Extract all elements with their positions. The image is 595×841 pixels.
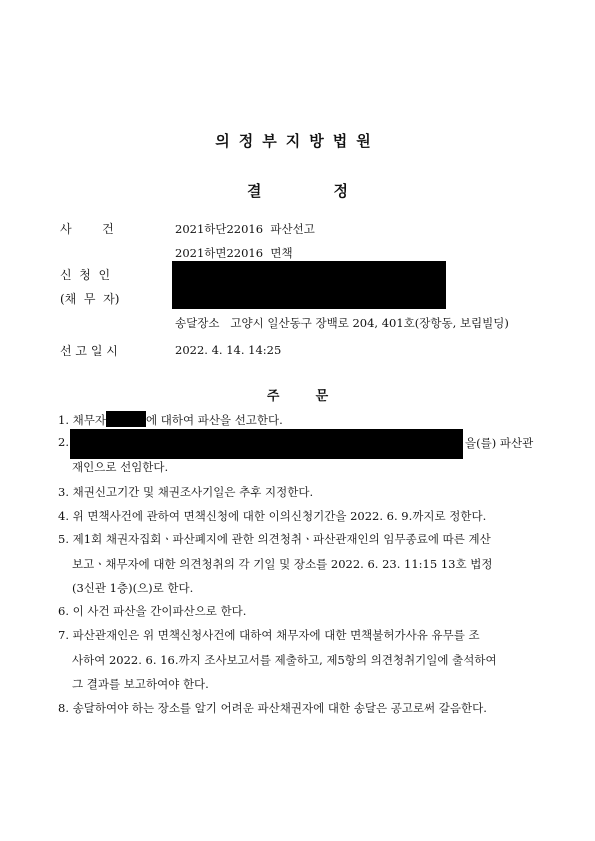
case-label: 사 건: [60, 222, 114, 236]
document-title: [0, 180, 595, 201]
order-item-7: [58, 627, 480, 643]
case-number-discharge: 2021하면22016 면책: [175, 246, 293, 260]
order-item-6: [58, 603, 246, 619]
item-number: 7.: [58, 628, 69, 642]
item-text: 송달하여야 하는 장소를 알기 어려운 파산채권자에 대한 송달은 공고로써 갈음한다.: [72, 701, 487, 715]
item-text: 이 사건 파산을 간이파산으로 한다.: [72, 604, 247, 618]
item-number: 1.: [58, 413, 69, 427]
item-number: 8.: [58, 701, 69, 715]
order-item-5-line-3: (3신관 1층)(으)로 한다.: [72, 581, 194, 595]
order-item-2-continuation: 재인으로 선임한다.: [72, 460, 169, 474]
order-item-2-text: 을(를) 파산관: [465, 436, 534, 450]
item-text: 제1회 채권자집회ㆍ파산폐지에 관한 의견청취ㆍ파산관재인의 임무종료에 따른 계산: [72, 532, 491, 546]
item-text: 채권신고기간 및 채권조사기일은 추후 지정한다.: [72, 485, 314, 499]
order-item-5-line-2: 보고ㆍ채무자에 대한 의견청취의 각 기일 및 장소를 2022. 6. 23. 11:15 13호 법정: [72, 557, 493, 571]
order-item-8: [58, 700, 487, 716]
order-item-5: [58, 531, 491, 547]
court-name: 의정부지방법원: [215, 132, 380, 150]
order-item-4: [58, 508, 486, 524]
item-text: 에 대하여 파산을 선고한다.: [145, 413, 283, 427]
case-number-bankruptcy: 2021하단22016 파산선고: [175, 222, 315, 236]
applicant-label: 신 청 인: [60, 268, 111, 282]
order-item-2-number: 2.: [58, 435, 69, 449]
decision-date-label: 선 고 일 시: [60, 344, 118, 358]
item-number: 6.: [58, 604, 69, 618]
decision-date: 2022. 4. 14. 14:25: [175, 343, 282, 357]
redacted-debtor-name: [106, 411, 146, 427]
item-number: 4.: [58, 509, 69, 523]
item-number: 5.: [58, 532, 69, 546]
title-char-2: 정: [333, 182, 348, 200]
order-item-3: [58, 484, 313, 500]
item-text: 채무자: [72, 413, 106, 427]
redacted-trustee-name: [70, 429, 463, 459]
item-number: 3.: [58, 485, 69, 499]
item-text: 위 면책사건에 관하여 면책신청에 대한 이의신청기간을 2022. 6. 9.까지로 정한다.: [72, 509, 487, 523]
order-item-7-line-3: 그 결과를 보고하여야 한다.: [72, 677, 209, 691]
debtor-label: (채 무 자): [60, 292, 120, 306]
title-char-1: 결: [247, 182, 262, 200]
order-item-1: [58, 411, 283, 428]
redacted-applicant-name: [172, 261, 446, 309]
item-text: 파산관재인은 위 면책신청사건에 대하여 채무자에 대한 면책불허가사유 유무를 조: [72, 628, 480, 642]
order-title: 주 문: [266, 389, 329, 404]
delivery-address: 송달장소 고양시 일산동구 장백로 204, 401호(장항동, 보림빌딩): [175, 316, 509, 330]
order-item-7-line-2: 사하여 2022. 6. 16.까지 조사보고서를 제출하고, 제5항의 의견청취기일에 출석하여: [72, 653, 497, 667]
